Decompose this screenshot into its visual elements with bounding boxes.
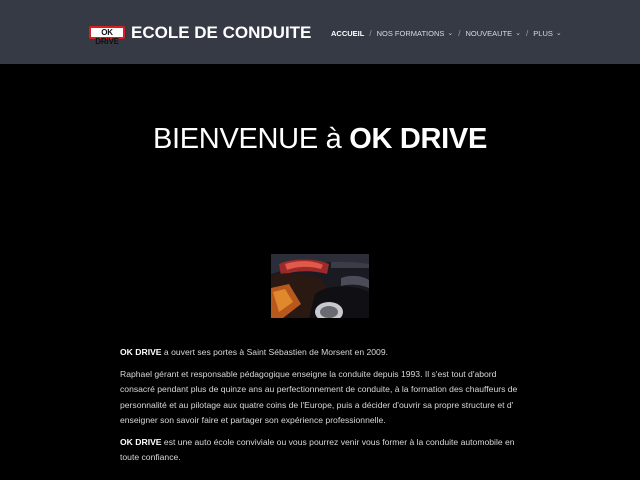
intro-paragraph [120, 345, 520, 361]
nav-item-nos-formations[interactable] [377, 29, 454, 38]
chevron-down-icon: ⌄ [447, 30, 454, 37]
intro-text [120, 345, 520, 472]
nav-separator: / [526, 28, 529, 38]
chevron-down-icon: ⌄ [555, 30, 562, 37]
site-header [0, 0, 640, 64]
paragraph-text: Raphael gérant et responsable pédagogique enseigne la conduite depuis 1993. Il s'est tout d'abord consacré pendant plus de quinze ans au perfectionnement de conduite, à la formation des chauffeurs de personnalité et au pilotage aux quatre coins de l'Europe, puis a décider d'ouvrir sa propre structure et d' enseigner son savoir faire et partager son expérience professionnelle. [120, 368, 518, 425]
site-title[interactable]: ECOLE DE CONDUITE [131, 23, 312, 42]
paragraph-text: est une auto école conviviale ou vous pourrez venir vous former à la conduite automobile en toute confiance. [120, 436, 515, 462]
hero-title-prefix: BIENVENUE à [152, 123, 350, 155]
nav-item-label: NOS FORMATIONS [376, 28, 445, 38]
logo[interactable]: OK DRIVE [89, 26, 125, 39]
hero-title-brand: OK DRIVE [349, 123, 488, 155]
hero-title [0, 121, 640, 157]
nav-item-label: NOUVEAUTE [465, 28, 513, 38]
nav-item-accueil[interactable] [331, 29, 364, 38]
main-nav [331, 27, 562, 39]
nav-item-label: ACCUEIL [331, 28, 365, 38]
chevron-down-icon: ⌄ [515, 30, 522, 37]
paragraph-text: a ouvert ses portes à Saint Sébastien de Morsent en 2009. [161, 347, 388, 357]
brand-name: OK DRIVE [120, 436, 162, 447]
nav-item-plus[interactable] [533, 29, 561, 38]
nav-separator: / [369, 28, 372, 38]
car-photo [271, 254, 369, 318]
intro-paragraph [120, 435, 520, 466]
nav-item-label: PLUS [533, 28, 553, 38]
nav-item-nouveaute[interactable] [465, 29, 521, 38]
intro-paragraph [120, 367, 520, 429]
nav-separator: / [458, 28, 461, 38]
brand-name: OK DRIVE [120, 347, 162, 357]
